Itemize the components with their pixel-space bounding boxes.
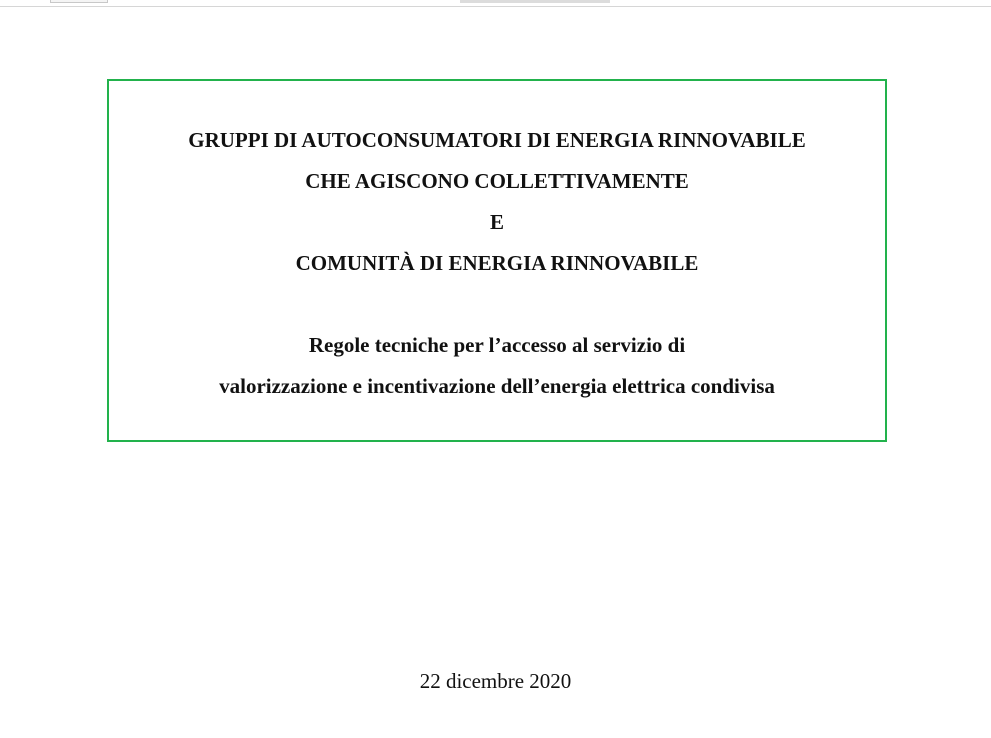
subtitle-line-2: valorizzazione e incentivazione dell’energia elettrica condivisa xyxy=(219,374,775,398)
document-date: 22 dicembre 2020 xyxy=(419,669,572,693)
title-line-2: CHE AGISCONO COLLETTIVAMENTE xyxy=(305,169,689,193)
title-line-3: COMUNITÀ DI ENERGIA RINNOVABILE xyxy=(295,251,699,275)
horizontal-scrollbar-thumb[interactable] xyxy=(460,0,610,3)
title-frame xyxy=(107,79,887,442)
subtitle-line-1: Regole tecniche per l’accesso al servizio di xyxy=(308,333,686,357)
viewer-top-bar xyxy=(0,0,991,7)
title-conjunction: E xyxy=(489,210,504,234)
viewer-tab[interactable] xyxy=(50,0,108,3)
title-line-1: GRUPPI DI AUTOCONSUMATORI DI ENERGIA RINNOVABILE xyxy=(188,128,806,152)
